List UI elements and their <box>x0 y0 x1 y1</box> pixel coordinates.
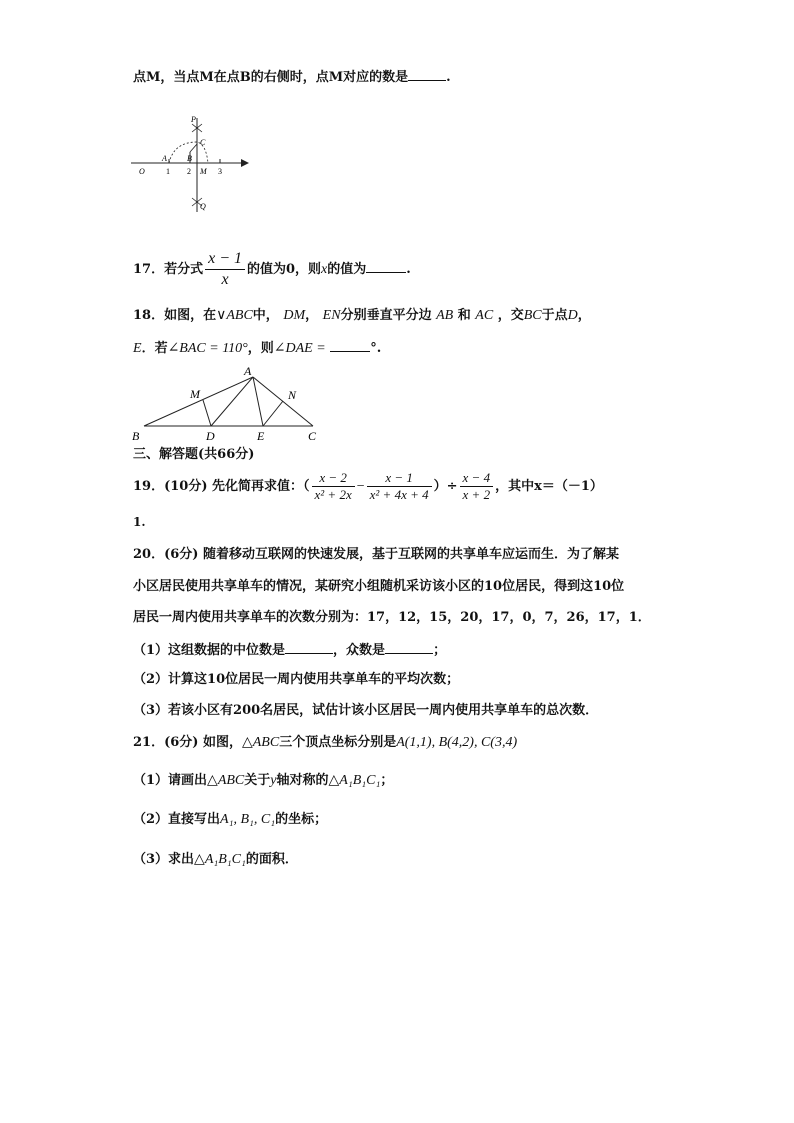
q21-sub1-b: 关于 <box>244 773 271 788</box>
q17-middle: 的值为0，则 <box>247 262 322 277</box>
q19-f3-num: x − 4 <box>460 470 494 487</box>
segment-ad <box>211 377 253 426</box>
q18-line2 <box>133 337 381 359</box>
q21-sub2-pts: A₁, B₁, C₁ <box>220 812 276 827</box>
q21-sub1-end: ； <box>380 773 394 788</box>
q21-sub1-y: y <box>270 773 277 788</box>
label-c: C <box>200 138 206 147</box>
q18-angle-given: ∠BAC = 110° <box>167 341 248 356</box>
label-a: A <box>162 154 167 163</box>
q21-sub3 <box>133 850 298 870</box>
q20-sub1-b: ，众数是 <box>333 643 386 658</box>
q19-prefix: 19．(10分) 先化简再求值：（ <box>133 479 310 494</box>
side-ab <box>144 377 253 426</box>
q21-sub1-c: 轴对称的 <box>276 773 329 788</box>
q18-text-e: 于点 <box>541 308 568 323</box>
q18-line1-end: ， <box>577 308 591 323</box>
segment-bc <box>190 144 197 152</box>
q21-sub1-tri: △ABC <box>207 773 245 788</box>
q18-text-f: ．若 <box>141 341 168 356</box>
q19-f3-den: x + 2 <box>462 487 491 502</box>
q21-sub3-tri: △A₁B₁C₁ <box>194 852 246 867</box>
q21-sub2 <box>133 810 327 830</box>
q21-sub1-tri2: △A₁B₁C₁ <box>328 773 381 788</box>
label-a: A <box>244 364 252 378</box>
q18-text-d: ，交 <box>497 308 524 323</box>
q18-line1 <box>133 306 591 326</box>
q18-dm: DM <box>283 308 306 323</box>
q19-f1-num: x − 2 <box>312 470 355 487</box>
q17-line <box>133 249 411 290</box>
q19-minus: − <box>356 479 365 494</box>
label-b: B <box>132 429 140 443</box>
q17-prefix: 17．若分式 <box>133 262 204 277</box>
q21-sub2-b: 的坐标； <box>275 812 328 827</box>
q20-line3: 居民一周内使用共享单车的次数分别为：17，12，15，20，17，0，7，26，17，1． <box>133 610 651 625</box>
q20-sub1-a: （1）这组数据的中位数是 <box>133 643 286 658</box>
q20-sub1-c: ； <box>433 643 447 658</box>
q20-sub2: （2）计算这10位居民一周内使用共享单车的平均次数； <box>133 672 460 687</box>
q20-sub3: （3）若该小区有200名居民，试估计该小区居民一周内使用共享单车的总次数． <box>133 703 599 718</box>
q18-answer-blank[interactable] <box>330 337 370 352</box>
q17-var: x <box>321 262 328 277</box>
q16-number-line-figure <box>128 112 258 222</box>
label-m: M <box>190 387 200 401</box>
q19-fraction-3 <box>460 470 494 503</box>
q19-fraction-1 <box>312 470 355 503</box>
q18-comma: ， <box>305 308 319 323</box>
section-title: 三、解答题(共66分) <box>133 447 255 462</box>
q17-fraction-num: x − 1 <box>205 249 245 270</box>
q19-line <box>133 467 603 507</box>
q18-text-b: 中， <box>252 308 279 323</box>
q20-mode-blank[interactable] <box>385 639 433 654</box>
q17-suffix: 的值为 <box>327 262 367 277</box>
label-2: 2 <box>187 167 191 176</box>
q21-sub2-a: （2）直接写出 <box>133 812 221 827</box>
q16-tail-line <box>133 66 451 88</box>
q18-bc: BC <box>523 308 542 323</box>
label-1: 1 <box>166 167 170 176</box>
label-p: P <box>191 115 196 124</box>
q18-text-c: 分别垂直平分边 <box>340 308 432 323</box>
q21-line1 <box>133 733 517 753</box>
q19-fraction-2 <box>367 470 432 503</box>
q19-div: ）÷ <box>433 479 458 494</box>
q21-triangle: △ABC <box>241 735 280 750</box>
q18-text-g: ，则 <box>247 341 274 356</box>
label-q: Q <box>200 202 206 211</box>
q21-sub1 <box>133 771 393 791</box>
q19-overflow: 1. <box>133 515 146 529</box>
label-o: O <box>139 167 145 176</box>
q19-f2-den: x² + 4x + 4 <box>369 487 429 502</box>
label-e: E <box>257 429 265 443</box>
q16-tail-text: 点M，当点M在点B的右侧时，点M对应的数是 <box>133 70 409 85</box>
q21-text-a: 21．(6分) 如图， <box>133 735 242 750</box>
q19-suffix: ，其中x＝（－1） <box>495 479 603 494</box>
label-b: B <box>187 154 192 163</box>
q19-f2-num: x − 1 <box>367 470 432 487</box>
q17-answer-blank[interactable] <box>366 258 406 273</box>
q21-sub3-a: （3）求出 <box>133 852 195 867</box>
q18-ac: AC <box>475 308 494 323</box>
q16-tail-end: . <box>446 70 451 85</box>
q16-answer-blank[interactable] <box>408 66 446 81</box>
q18-line2-end: °. <box>370 341 382 356</box>
label-c: C <box>308 429 317 443</box>
q17-fraction-den: x <box>221 271 229 288</box>
q18-d: D <box>567 308 578 323</box>
label-d: D <box>206 429 215 443</box>
q17-end: . <box>406 262 411 277</box>
q20-sub1 <box>133 639 446 661</box>
q18-e: E <box>133 341 142 356</box>
q19-f1-den: x² + 2x <box>314 487 352 502</box>
q17-fraction <box>205 249 245 290</box>
q21-sub3-b: 的面积． <box>245 852 298 867</box>
label-m: M <box>200 167 207 176</box>
q20-line1: 20．(6分) 随着移动互联网的快速发展，基于互联网的共享单车应运而生．为了解某 <box>133 547 619 562</box>
q18-en: EN <box>322 308 341 323</box>
label-n: N <box>288 388 297 402</box>
q20-line2: 小区居民使用共享单车的情况，某研究小组随机采访该小区的10位居民，得到这10位 <box>133 579 625 594</box>
q21-sub1-a: （1）请画出 <box>133 773 208 788</box>
q21-coords: A(1,1), B(4,2), C(3,4) <box>396 735 518 750</box>
q18-text-a: 18．如图，在 <box>133 308 217 323</box>
q18-he: 和 <box>457 308 471 323</box>
q18-triangle-figure <box>128 364 328 444</box>
q18-ab: AB <box>436 308 454 323</box>
label-3: 3 <box>218 167 222 176</box>
q18-triangle: ∨ABC <box>216 308 253 323</box>
segment-ne <box>263 401 283 426</box>
q21-text-b: 三个顶点坐标分别是 <box>279 735 397 750</box>
q18-angle-ask: ∠DAE = <box>273 341 326 356</box>
q20-median-blank[interactable] <box>285 639 333 654</box>
segment-md <box>203 400 211 426</box>
